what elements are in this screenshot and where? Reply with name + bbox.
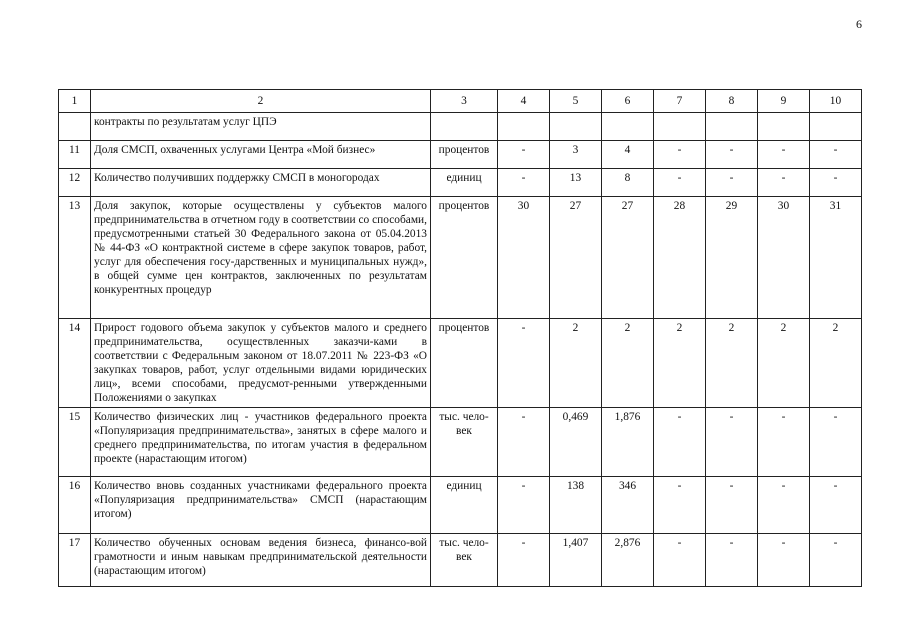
cell-col5: 3 xyxy=(550,141,602,169)
table-row xyxy=(59,197,862,319)
cell-unit: тыс. чело-век xyxy=(431,408,498,477)
header-cell: 5 xyxy=(550,90,602,113)
header-cell: 7 xyxy=(654,90,706,113)
cell-col10 xyxy=(810,113,862,141)
cell-col5 xyxy=(550,113,602,141)
cell-col10: - xyxy=(810,534,862,587)
cell-col7: 28 xyxy=(654,197,706,319)
cell-number: 11 xyxy=(59,141,91,169)
cell-number xyxy=(59,113,91,141)
cell-number: 14 xyxy=(59,319,91,408)
header-cell: 10 xyxy=(810,90,862,113)
cell-col10: - xyxy=(810,477,862,534)
cell-col6: 2,876 xyxy=(602,534,654,587)
cell-col5: 27 xyxy=(550,197,602,319)
cell-indicator: Доля СМСП, охваченных услугами Центра «Мой бизнес» xyxy=(91,141,431,169)
cell-col9: - xyxy=(758,141,810,169)
cell-col8 xyxy=(706,113,758,141)
cell-col5: 2 xyxy=(550,319,602,408)
cell-indicator: Количество вновь созданных участниками федерального проекта «Популяризация предпринимательства» СМСП (нарастающим итогом) xyxy=(91,477,431,534)
cell-col9: - xyxy=(758,534,810,587)
table-header-row xyxy=(59,90,862,113)
cell-unit: процентов xyxy=(431,197,498,319)
cell-col8: - xyxy=(706,169,758,197)
cell-unit: процентов xyxy=(431,319,498,408)
cell-number: 13 xyxy=(59,197,91,319)
cell-col6: 346 xyxy=(602,477,654,534)
cell-col8: - xyxy=(706,534,758,587)
cell-col9: - xyxy=(758,477,810,534)
cell-unit: единиц xyxy=(431,169,498,197)
header-cell: 4 xyxy=(498,90,550,113)
header-cell: 2 xyxy=(91,90,431,113)
cell-col4: - xyxy=(498,141,550,169)
cell-unit: процентов xyxy=(431,141,498,169)
cell-col7: - xyxy=(654,477,706,534)
cell-col10: - xyxy=(810,169,862,197)
header-cell: 1 xyxy=(59,90,91,113)
cell-col9: 2 xyxy=(758,319,810,408)
cell-number: 12 xyxy=(59,169,91,197)
cell-col10: - xyxy=(810,141,862,169)
header-cell: 8 xyxy=(706,90,758,113)
table-row xyxy=(59,113,862,141)
cell-col6: 8 xyxy=(602,169,654,197)
cell-indicator: Количество физических лиц - участников федерального проекта «Популяризация предпринимательства», занятых в сфере малого и среднего предпринимательства, по итогам участия в федеральном проекте (нарастающим итогом) xyxy=(91,408,431,477)
table-row xyxy=(59,534,862,587)
cell-indicator: Прирост годового объема закупок у субъектов малого и среднего предпринимательства, осуществленных заказчи-ками в соответствии с Федеральным законом от 18.07.2011 № 223-ФЗ «О закупках товаров, работ, услуг отдельными видами юридических лиц», всеми способами, предусмот-ренными утвержденными Положениями о закупках xyxy=(91,319,431,408)
cell-col5: 0,469 xyxy=(550,408,602,477)
cell-col7: - xyxy=(654,534,706,587)
indicators-table xyxy=(58,89,862,587)
cell-col9: - xyxy=(758,408,810,477)
cell-col6 xyxy=(602,113,654,141)
cell-col4: - xyxy=(498,408,550,477)
cell-unit: единиц xyxy=(431,477,498,534)
cell-col8: - xyxy=(706,477,758,534)
page-number: 6 xyxy=(856,17,862,31)
cell-indicator: Доля закупок, которые осуществлены у субъектов малого предпринимательства в отчетном году в соответствии со способами, предусмотренными статьей 30 Федерального закона от 05.04.2013 № 44-ФЗ «О контрактной системе в сфере закупок товаров, работ, услуг для обеспечения госу-дарственных и муниципальных нужд», в общей сумме цен контрактов, заключенных по результатам конкурентных процедур xyxy=(91,197,431,319)
cell-col9: - xyxy=(758,169,810,197)
cell-col8: 2 xyxy=(706,319,758,408)
cell-col9 xyxy=(758,113,810,141)
cell-col10: 31 xyxy=(810,197,862,319)
cell-col8: - xyxy=(706,141,758,169)
cell-col4: 30 xyxy=(498,197,550,319)
cell-col4 xyxy=(498,113,550,141)
table-row xyxy=(59,408,862,477)
cell-col5: 1,407 xyxy=(550,534,602,587)
cell-col7: - xyxy=(654,169,706,197)
cell-indicator: Количество получивших поддержку СМСП в моногородах xyxy=(91,169,431,197)
cell-indicator: контракты по результатам услуг ЦПЭ xyxy=(91,113,431,141)
cell-col4: - xyxy=(498,477,550,534)
table-row xyxy=(59,169,862,197)
header-cell: 3 xyxy=(431,90,498,113)
cell-col10: - xyxy=(810,408,862,477)
cell-indicator: Количество обученных основам ведения бизнеса, финансо-вой грамотности и иным навыкам предпринимательской деятельности (нарастающим итогом) xyxy=(91,534,431,587)
cell-col6: 27 xyxy=(602,197,654,319)
cell-col7: - xyxy=(654,408,706,477)
cell-col4: - xyxy=(498,319,550,408)
cell-col7 xyxy=(654,113,706,141)
cell-col5: 138 xyxy=(550,477,602,534)
table-row xyxy=(59,141,862,169)
cell-col8: - xyxy=(706,408,758,477)
cell-col6: 4 xyxy=(602,141,654,169)
cell-col8: 29 xyxy=(706,197,758,319)
header-cell: 9 xyxy=(758,90,810,113)
cell-unit xyxy=(431,113,498,141)
cell-col7: 2 xyxy=(654,319,706,408)
cell-col10: 2 xyxy=(810,319,862,408)
cell-col7: - xyxy=(654,141,706,169)
cell-unit: тыс. чело-век xyxy=(431,534,498,587)
cell-number: 15 xyxy=(59,408,91,477)
cell-number: 16 xyxy=(59,477,91,534)
cell-col9: 30 xyxy=(758,197,810,319)
cell-number: 17 xyxy=(59,534,91,587)
cell-col4: - xyxy=(498,534,550,587)
cell-col6: 2 xyxy=(602,319,654,408)
table-row xyxy=(59,477,862,534)
cell-col4: - xyxy=(498,169,550,197)
table-row xyxy=(59,319,862,408)
cell-col5: 13 xyxy=(550,169,602,197)
cell-col6: 1,876 xyxy=(602,408,654,477)
header-cell: 6 xyxy=(602,90,654,113)
